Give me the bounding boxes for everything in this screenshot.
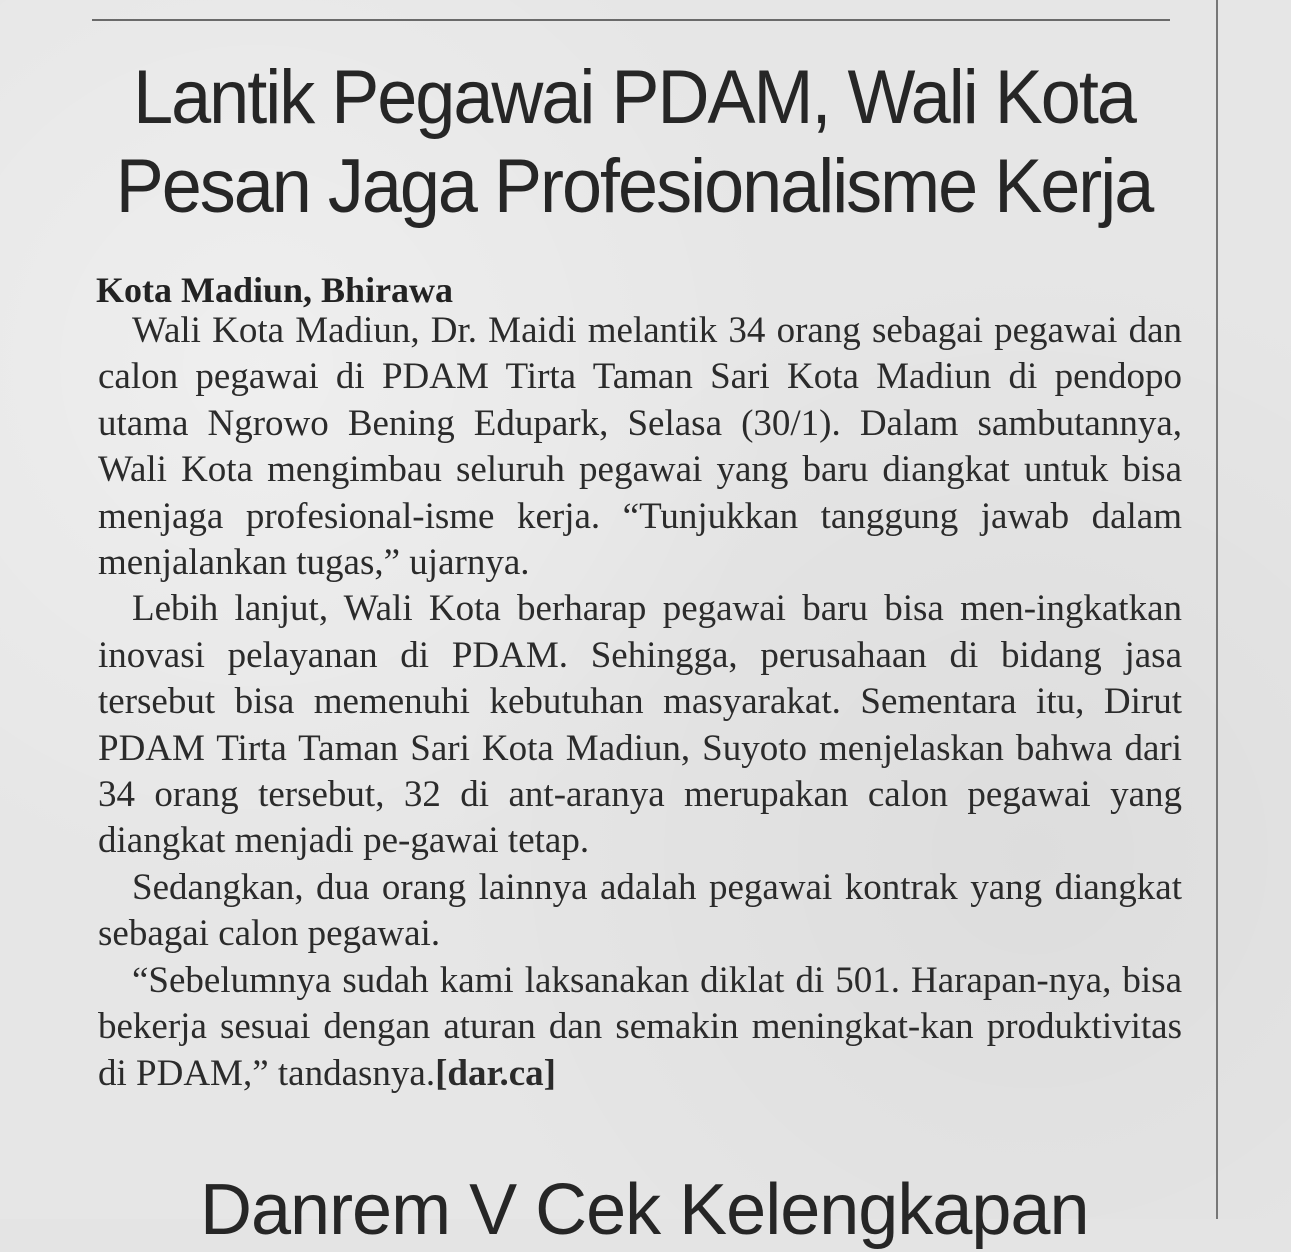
article-paragraph-1: Wali Kota Madiun, Dr. Maidi melantik 34 orang sebagai pegawai dan calon pegawai di PDAM Tirta Taman Sari Kota Madiun di pendopo utama Ngrowo Bening Edupark, Selasa (30/1). Dalam sambutannya, Wali Kota mengimbau seluruh pegawai yang baru diangkat untuk bisa menjaga profesional-isme kerja. “Tunjukkan tanggung jawab dalam menjalankan tugas,” ujarnya. (98, 310, 1182, 584)
article-paragraph-3: Sedangkan, dua orang lainnya adalah pegawai kontrak yang diangkat sebagai calon pegawai. (98, 866, 1182, 955)
article-paragraph-2: Lebih lanjut, Wali Kota berharap pegawai baru bisa men-ingkatkan inovasi pelayanan di PDAM. Sehingga, perusahaan di bidang jasa tersebut bisa memenuhi kebutuhan masyarakat. Sementara itu, Dirut PDAM Tirta Taman Sari Kota Madiun, Suyoto menjelaskan bahwa dari 34 orang tersebut, 32 di ant-aranya merupakan calon pegawai yang diangkat menjadi pe-gawai tetap. (98, 588, 1182, 862)
column-divider (1216, 0, 1218, 1219)
top-divider-rule (92, 19, 1170, 21)
headline-line-2: Pesan Jaga Profesionalisme Kerja (115, 144, 1153, 229)
article-paragraph-4-text: “Sebelumnya sudah kami laksanakan diklat di 501. Harapan-nya, bisa bekerja sesuai dengan aturan dan semakin meningkat-kan produktivitas di PDAM,” tandasnya. (98, 959, 1182, 1094)
author-credit: [dar.ca] (435, 1052, 556, 1094)
article-body (98, 308, 1182, 1097)
article-headline (94, 53, 1174, 231)
next-article-headline: Danrem V Cek Kelengkapan (200, 1170, 1089, 1250)
headline-line-1: Lantik Pegawai PDAM, Wali Kota (133, 55, 1135, 140)
article-paragraph-4 (98, 958, 1182, 1097)
article-dateline: Kota Madiun, Bhirawa (96, 270, 454, 310)
